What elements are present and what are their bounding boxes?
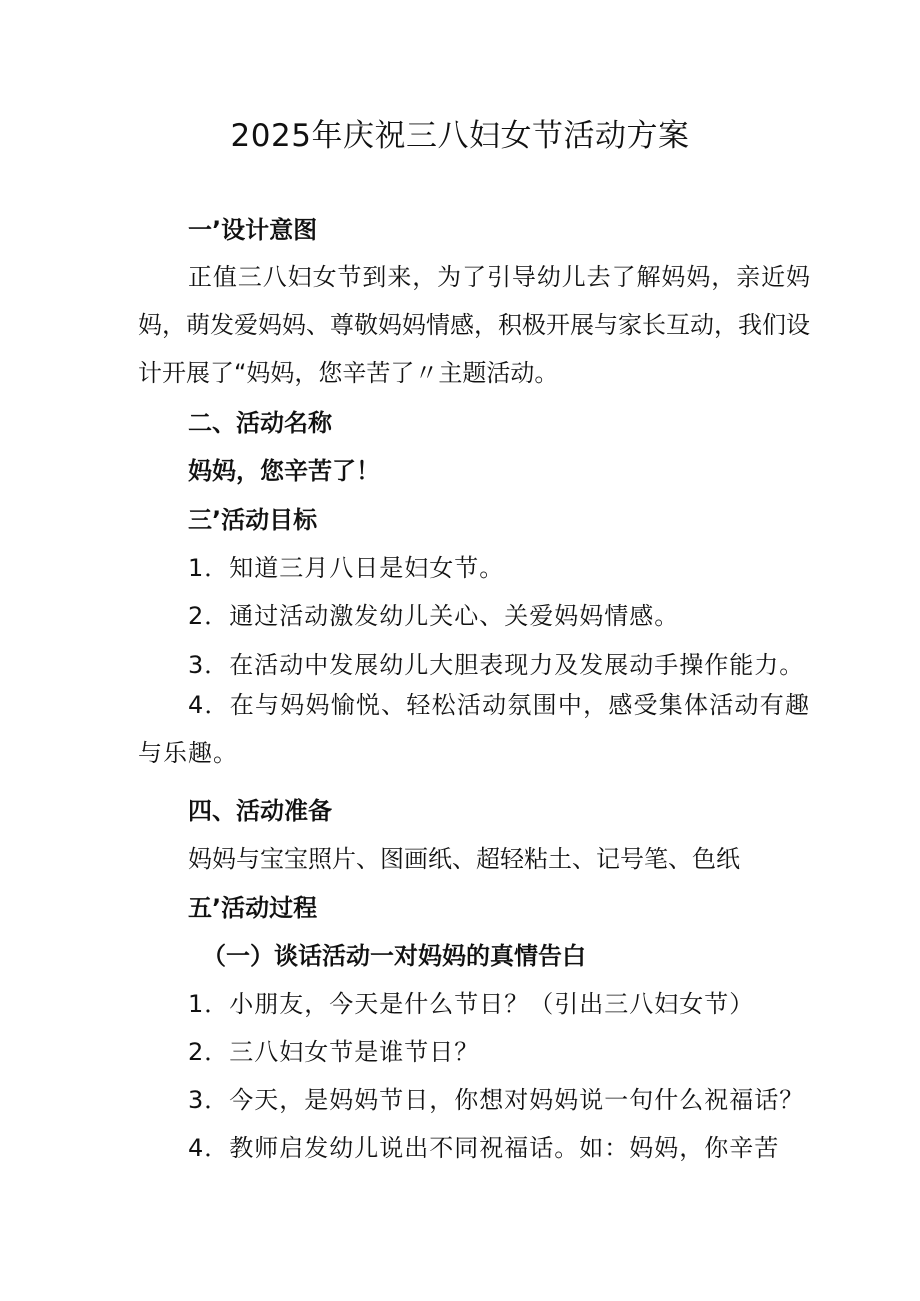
section-heading-activity-goals: 三’活动目标: [188, 506, 318, 534]
process-item: 3．今天，是妈妈节日，你想对妈妈说一句什么祝福话？: [188, 1086, 805, 1114]
process-item: 2．三八妇女节是谁节日？: [188, 1038, 480, 1066]
section-heading-activity-preparation: 四、活动准备: [188, 797, 332, 825]
process-item: 4．教师启发幼儿说出不同祝福话。如：妈妈，你辛苦: [188, 1134, 780, 1162]
process-item: 1．小朋友，今天是什么节日？（引出三八妇女节）: [188, 990, 755, 1018]
goal-item: 4．在与妈妈愉悦、轻松活动氛围中，感受集体活动有趣与乐趣。: [138, 691, 810, 767]
activity-name: 妈妈，您辛苦了！: [188, 457, 380, 485]
preparation-materials: 妈妈与宝宝照片、图画纸、超轻粘土、记号笔、色纸: [188, 845, 740, 873]
section-heading-design-intent: 一’设计意图: [188, 216, 318, 244]
process-subheading: （一）谈话活动一对妈妈的真情告白: [202, 942, 586, 970]
goal-item: 1．知道三月八日是妇女节。: [188, 554, 505, 582]
document-title: 2025年庆祝三八妇女节活动方案: [230, 118, 690, 154]
section-heading-activity-process: 五’活动过程: [188, 894, 318, 922]
goal-item: 3．在活动中发展幼儿大胆表现力及发展动手操作能力。: [188, 651, 805, 679]
section-heading-activity-name: 二、活动名称: [188, 409, 332, 437]
goal-item: 2．通过活动激发幼儿关心、关爱妈妈情感。: [188, 602, 680, 630]
design-intent-paragraph: 正值三八妇女节到来，为了引导幼儿去了解妈妈，亲近妈妈，萌发爱妈妈、尊敬妈妈情感，积极开展与家长互动，我们设计开展了“妈妈，您辛苦了〃主题活动。: [138, 263, 810, 387]
